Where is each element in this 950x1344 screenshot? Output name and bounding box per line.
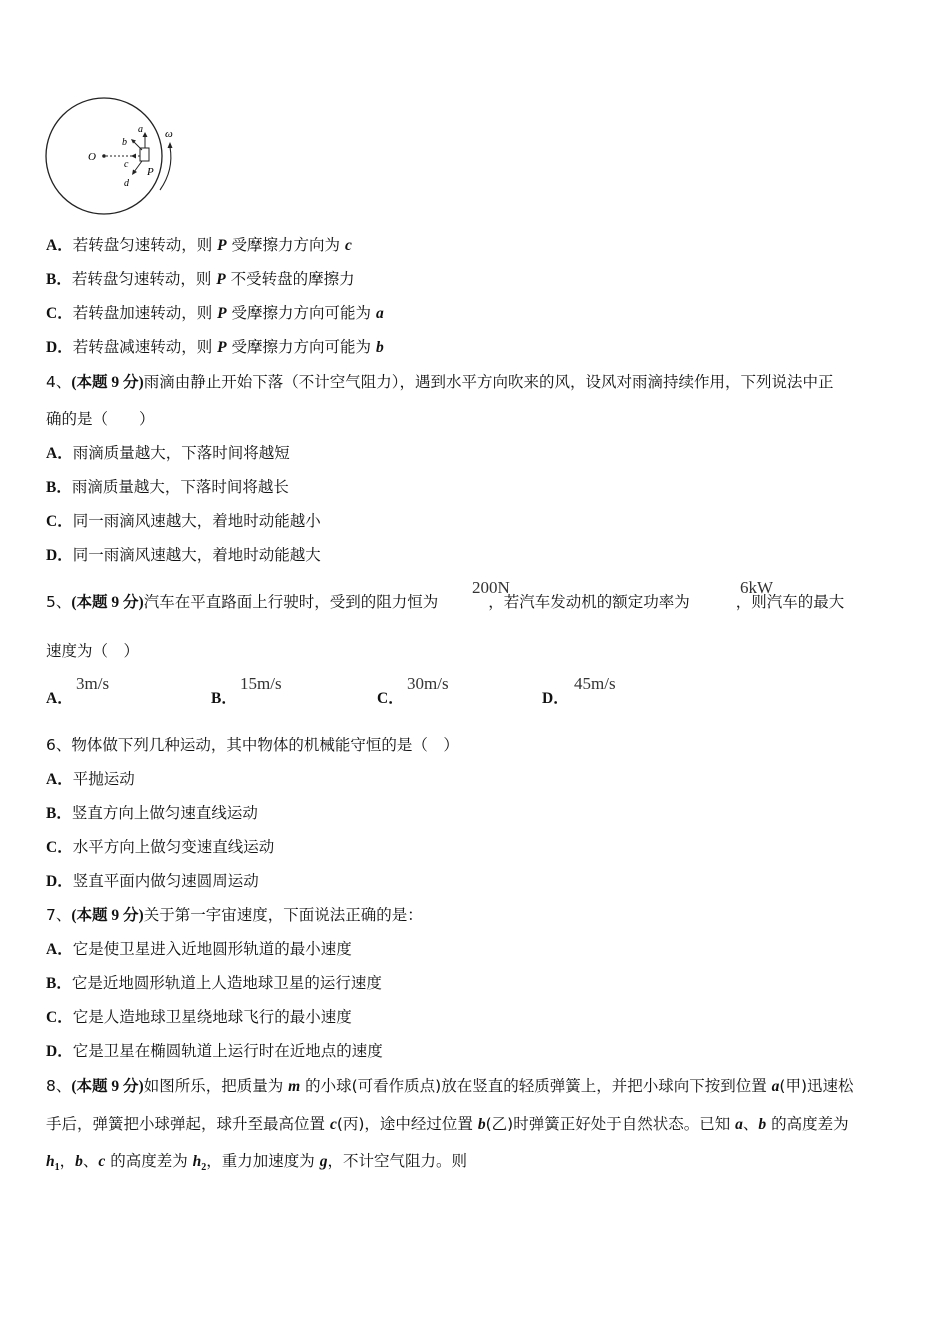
q5-option-c-value: 30m/s xyxy=(407,674,449,693)
label-b: b xyxy=(122,137,127,148)
q3-option-d[interactable]: D．若转盘减速转动，则 P 受摩擦力方向可能为 b xyxy=(46,338,384,356)
q5-stem-line1: 5、(本题 9 分)汽车在平直路面上行驶时，受到的阻力恒为 ，若汽车发动机的额定功率为 ，则汽车的最大 xyxy=(46,593,845,611)
q7-option-d[interactable]: D．它是卫星在椭圆轨道上运行时在近地点的速度 xyxy=(46,1042,383,1060)
q4-option-c[interactable]: C．同一雨滴风速越大，着地时动能越小 xyxy=(46,512,321,530)
q6-option-d[interactable]: D．竖直平面内做匀速圆周运动 xyxy=(46,872,259,890)
q3-option-b[interactable]: B．若转盘匀速转动，则 P 不受转盘的摩擦力 xyxy=(46,270,355,288)
option-letter: A． xyxy=(46,237,73,254)
label-p: P xyxy=(147,166,154,178)
q3-option-a[interactable]: A．若转盘匀速转动，则 P 受摩擦力方向为 c xyxy=(46,236,352,254)
q4-option-d[interactable]: D．同一雨滴风速越大，着地时动能越大 xyxy=(46,546,321,564)
q5-power-value: 6kW xyxy=(740,578,774,597)
q4-stem-line1: 4、(本题 9 分)雨滴由静止开始下落（不计空气阻力），遇到水平方向吹来的风，设风对雨滴持续作用，下列说法中正 xyxy=(46,373,834,391)
turntable-figure xyxy=(40,95,185,217)
q5-option-a-value: 3m/s xyxy=(76,674,110,693)
q7-option-b[interactable]: B．它是近地圆形轨道上人造地球卫星的运行速度 xyxy=(46,974,382,992)
q8-stem-line3: $h_1$，b、c 的高度差为 $h_2$，重力加速度为 g，不计空气阻力。则 xyxy=(46,1152,467,1174)
q7-option-a[interactable]: A．它是使卫星进入近地圆形轨道的最小速度 xyxy=(46,940,352,958)
label-a: a xyxy=(138,124,143,135)
q5-option-b[interactable]: B． xyxy=(211,690,237,707)
q5-option-d[interactable]: D． xyxy=(542,690,569,707)
q4-option-b[interactable]: B．雨滴质量越大，下落时间将越长 xyxy=(46,478,289,496)
label-d: d xyxy=(124,178,129,189)
label-c: c xyxy=(124,159,129,170)
q6-stem: 6、物体做下列几种运动，其中物体的机械能守恒的是（ ） xyxy=(46,736,459,754)
q7-stem: 7、(本题 9 分)关于第一宇宙速度，下面说法正确的是： xyxy=(46,906,423,924)
q5-option-b-value: 15m/s xyxy=(240,674,282,693)
center-point xyxy=(102,154,106,158)
q5-force-value: 200N xyxy=(472,578,510,597)
omega-label: ω xyxy=(165,128,173,140)
q8-stem-line1: 8、(本题 9 分)如图所乐，把质量为 m 的小球(可看作质点)放在竖直的轻质弹簧上，并把小球向下按到位置 a(甲)迅速松 xyxy=(46,1077,854,1095)
center-label: O xyxy=(88,151,96,163)
q6-option-c[interactable]: C．水平方向上做匀变速直线运动 xyxy=(46,838,275,856)
q5-option-d-value: 45m/s xyxy=(574,674,616,693)
q6-option-a[interactable]: A．平抛运动 xyxy=(46,770,135,788)
q5-stem-line2: 速度为（ ） xyxy=(46,642,140,660)
q4-stem-line2: 确的是（ ） xyxy=(46,410,155,428)
q8-stem-line2: 手后，弹簧把小球弹起，球升至最高位置 c(丙)，途中经过位置 b(乙)时弹簧正好处于自然状态。已知 a、b 的高度差为 xyxy=(46,1115,849,1133)
q3-option-c[interactable]: C．若转盘加速转动，则 P 受摩擦力方向可能为 a xyxy=(46,304,384,322)
q5-option-c[interactable]: C． xyxy=(377,690,404,707)
q5-option-a[interactable]: A． xyxy=(46,690,73,707)
q4-option-a[interactable]: A．雨滴质量越大，下落时间将越短 xyxy=(46,444,290,462)
q7-option-c[interactable]: C．它是人造地球卫星绕地球飞行的最小速度 xyxy=(46,1008,352,1026)
q6-option-b[interactable]: B．竖直方向上做匀速直线运动 xyxy=(46,804,258,822)
